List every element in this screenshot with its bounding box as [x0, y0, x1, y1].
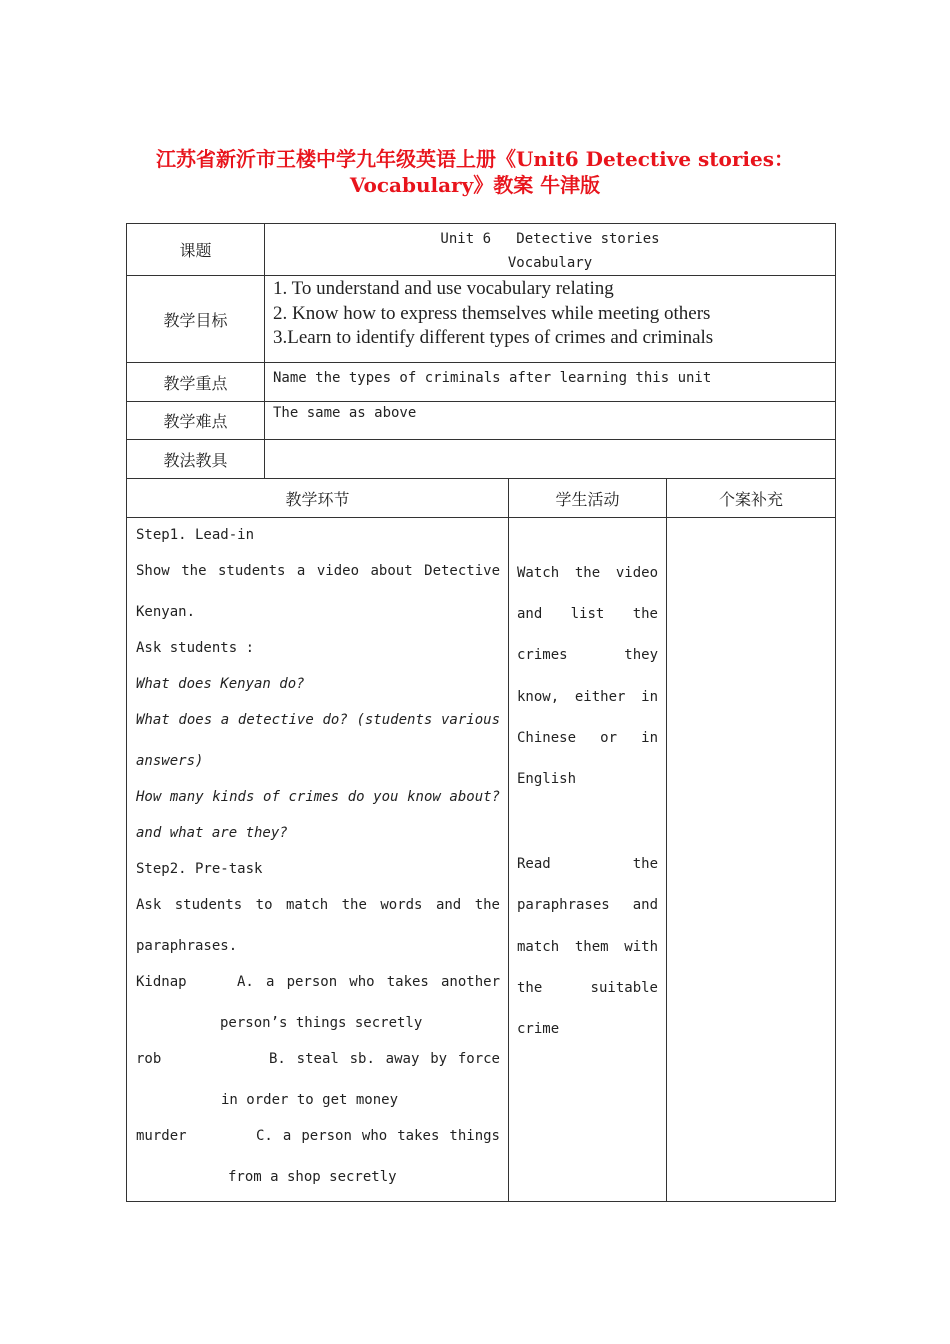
ask-students: Ask students :	[136, 640, 255, 656]
definition-b-line-2: in order to get money	[221, 1092, 399, 1108]
definition-a-line-1: A. a person who takes another	[237, 974, 500, 990]
definition-a-line-2: person’s things secretly	[220, 1015, 423, 1031]
key-points-label: 教学重点	[127, 363, 265, 402]
match-item-3	[136, 1123, 500, 1164]
activity-1-line-4: know, either in	[517, 688, 658, 705]
document-title	[120, 146, 830, 198]
topic-label: 课题	[127, 224, 265, 276]
activity-2-line-3: match them with	[517, 938, 658, 955]
show-video-line-2: Kenyan.	[136, 604, 196, 620]
show-video-line-1: Show the students a video about Detective	[136, 563, 500, 579]
key-points-text: Name the types of criminals after learning this unit	[265, 363, 836, 402]
topic-cell	[265, 224, 836, 276]
activity-2-line-1: Read the	[517, 856, 658, 873]
methods-label: 教法教具	[127, 440, 265, 479]
objectives-cell	[265, 276, 836, 363]
word-murder: murder	[136, 1128, 187, 1144]
match-instruction-line-2: paraphrases.	[136, 938, 238, 954]
match-item-2	[136, 1046, 500, 1087]
activity-2-line-4: the suitable	[517, 979, 658, 996]
objectives-label: 教学目标	[127, 276, 265, 363]
activity-1-line-6: English	[517, 770, 577, 787]
match-item-1	[136, 969, 500, 1010]
word-rob: rob	[136, 1051, 162, 1067]
question-2-line-1: What does a detective do? (students various	[136, 712, 500, 728]
methods-text	[265, 440, 836, 479]
notes-column-header: 个案补充	[667, 479, 836, 518]
definition-b-line-1: B. steal sb. away by force	[269, 1051, 500, 1067]
question-2-line-2: answers)	[136, 753, 204, 769]
activity-1-line-5: Chinese or in	[517, 729, 658, 746]
difficulties-text: The same as above	[265, 402, 836, 440]
lesson-info-table	[126, 223, 836, 479]
activity-1-line-2: and list the	[517, 606, 658, 623]
objective-3: 3.Learn to identify different types of crimes and criminals	[273, 327, 714, 348]
definition-c-line-2: from a shop secretly	[228, 1169, 397, 1185]
activity-1-line-1: Watch the video	[517, 565, 658, 581]
question-3-line-1: How many kinds of crimes do you know about?	[136, 789, 500, 805]
methods-row	[127, 440, 836, 479]
process-header-row	[127, 479, 836, 518]
activity-column-header: 学生活动	[509, 479, 667, 518]
topic-title: Unit 6 Detective stories	[440, 231, 660, 247]
step1-heading: Step1. Lead-in	[136, 527, 255, 543]
process-column-header: 教学环节	[127, 479, 509, 518]
activity-1-line-3: crimes they	[517, 647, 658, 664]
definition-c-line-1: C. a person who takes things	[256, 1128, 500, 1144]
objectives-row	[127, 276, 836, 363]
activity-2-line-5: crime	[517, 1020, 560, 1037]
notes-cell	[667, 518, 836, 1202]
match-instruction-line-1: Ask students to match the words and the	[136, 897, 500, 913]
objective-1: 1. To understand and use vocabulary relating	[273, 278, 614, 299]
key-points-row	[127, 363, 836, 402]
teaching-process-table	[126, 478, 836, 1202]
word-kidnap: Kidnap	[136, 974, 187, 990]
document-title-line-2: Vocabulary》教案 牛津版	[349, 173, 601, 197]
difficulties-label: 教学难点	[127, 402, 265, 440]
process-body-row	[127, 518, 836, 1202]
document-title-line-1: 江苏省新沂市王楼中学九年级英语上册《Unit6 Detective stories：	[155, 147, 794, 171]
activity-2-line-2: paraphrases and	[517, 897, 658, 914]
question-1: What does Kenyan do?	[136, 676, 305, 692]
topic-subtitle: Vocabulary	[507, 255, 593, 271]
topic-row	[127, 224, 836, 276]
process-cell	[127, 518, 509, 1202]
objective-2: 2. Know how to express themselves while meeting others	[273, 302, 711, 324]
step2-heading: Step2. Pre-task	[136, 861, 263, 877]
difficulties-row	[127, 402, 836, 440]
question-3-line-2: and what are they?	[136, 825, 288, 841]
student-activity-cell	[509, 518, 667, 1202]
